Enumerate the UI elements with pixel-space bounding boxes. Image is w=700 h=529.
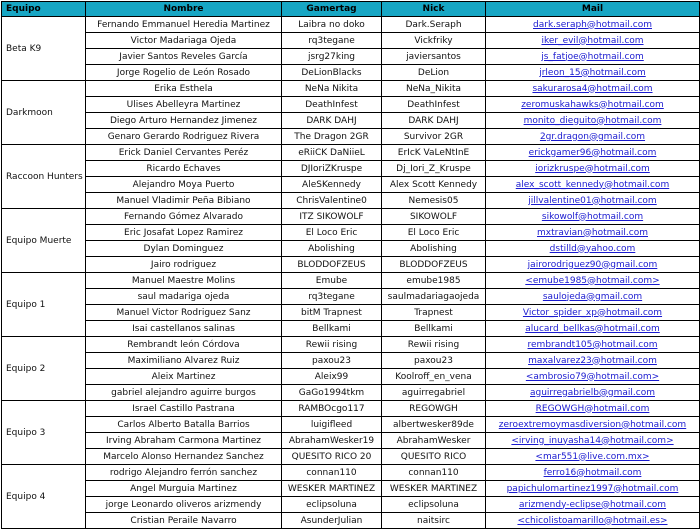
table-row [2, 113, 700, 129]
nick-cell: AbrahamWesker [382, 433, 486, 449]
player-name-cell: Diego Arturo Hernandez Jimenez [86, 113, 282, 129]
mail-link[interactable]: maxalvarez23@hotmail.com [486, 353, 700, 369]
mail-link[interactable]: ferro16@hotmail.com [486, 465, 700, 481]
nick-cell: emube1985 [382, 273, 486, 289]
nick-cell: albertwesker89de [382, 417, 486, 433]
gamertag-cell: WESKER MARTINEZ [282, 481, 382, 497]
player-name-cell: Manuel Vladimir Peña Bibiano [86, 193, 282, 209]
player-name-cell: Dylan Dominguez [86, 241, 282, 257]
player-name-cell: Jorge Rogelio de León Rosado [86, 65, 282, 81]
mail-link[interactable]: zeroextremoymasdiversion@hotmail.com [486, 417, 700, 433]
table-row [2, 353, 700, 369]
nick-cell: DeathInfest [382, 97, 486, 113]
table-row [2, 449, 700, 465]
player-name-cell: Victor Madariaga Ojeda [86, 33, 282, 49]
gamertag-cell: Abolishing [282, 241, 382, 257]
gamertag-cell: Bellkami [282, 321, 382, 337]
player-name-cell: Isai castellanos salinas [86, 321, 282, 337]
nick-cell: DARK DAHJ [382, 113, 486, 129]
gamertag-cell: DeathInfest [282, 97, 382, 113]
mail-link[interactable]: iker_evil@hotmail.com [486, 33, 700, 49]
gamertag-cell: rq3tegane [282, 33, 382, 49]
table-row [2, 209, 700, 225]
nick-cell: SIKOWOLF [382, 209, 486, 225]
mail-link[interactable]: REGOWGH@hotmail.com [486, 401, 700, 417]
gamertag-cell: rq3tegane [282, 289, 382, 305]
gamertag-cell: bitM Trapnest [282, 305, 382, 321]
gamertag-cell: eRiiCK DaNiieL [282, 145, 382, 161]
player-name-cell: Erika Esthela [86, 81, 282, 97]
nick-cell: DeLion [382, 65, 486, 81]
table-row [2, 321, 700, 337]
gamertag-cell: luigifleed [282, 417, 382, 433]
player-name-cell: Aleix Martinez [86, 369, 282, 385]
player-name-cell: Ricardo Echaves [86, 161, 282, 177]
gamertag-cell: DeLionBlacks [282, 65, 382, 81]
team-name-cell: Equipo 4 [2, 465, 86, 529]
table-row [2, 241, 700, 257]
header-row [2, 2, 700, 17]
nick-cell: QUESITO RICO [382, 449, 486, 465]
player-name-cell: Genaro Gerardo Rodriguez Rivera [86, 129, 282, 145]
player-name-cell: Javier Santos Reveles García [86, 49, 282, 65]
mail-link[interactable]: jillvalentine01@hotmail.com [486, 193, 700, 209]
table-row [2, 129, 700, 145]
nick-cell: javiersantos [382, 49, 486, 65]
mail-link[interactable]: papichulomartinez1997@hotmail.com [486, 481, 700, 497]
table-row [2, 417, 700, 433]
mail-link[interactable]: arizmendy-eclipse@hotmail.com [486, 497, 700, 513]
gamertag-cell: AbrahamWesker19 [282, 433, 382, 449]
nick-cell: Trapnest [382, 305, 486, 321]
table-row [2, 65, 700, 81]
mail-link[interactable]: jairorodriguez90@gmail.com [486, 257, 700, 273]
player-name-cell: Ulises Abelleyra Martinez [86, 97, 282, 113]
nick-cell: paxou23 [382, 353, 486, 369]
player-name-cell: Alejandro Moya Puerto [86, 177, 282, 193]
gamertag-cell: AleSKennedy [282, 177, 382, 193]
table-row [2, 225, 700, 241]
gamertag-cell: BLODDOFZEUS [282, 257, 382, 273]
table-row [2, 193, 700, 209]
table-row [2, 81, 700, 97]
mail-link[interactable]: mxtravian@hotmail.com [486, 225, 700, 241]
gamertag-cell: jsrg27king [282, 49, 382, 65]
nick-cell: saulmadariagaojeda [382, 289, 486, 305]
player-name-cell: Manuel Victor Rodriguez Sanz [86, 305, 282, 321]
mail-link[interactable]: <chicolistoamarillo@hotmail.es> [486, 513, 700, 529]
gamertag-cell: DJIoriZKruspe [282, 161, 382, 177]
table-row [2, 465, 700, 481]
mail-link[interactable]: sakurarosa4@hotmail.com [486, 81, 700, 97]
player-name-cell: Fernando Gómez Alvarado [86, 209, 282, 225]
mail-link[interactable]: sikowolf@hotmail.com [486, 209, 700, 225]
mail-link[interactable]: zeromuskahawks@hotmail.com [486, 97, 700, 113]
nick-cell: REGOWGH [382, 401, 486, 417]
player-name-cell: Carlos Alberto Batalla Barrios [86, 417, 282, 433]
player-name-cell: Eric Josafat Lopez Ramirez [86, 225, 282, 241]
mail-link[interactable]: Victor_spider_xp@hotmail.com [486, 305, 700, 321]
nick-cell: Alex Scott Kennedy [382, 177, 486, 193]
mail-link[interactable]: erickgamer96@hotmail.com [486, 145, 700, 161]
nick-cell: NeNa_Nikita [382, 81, 486, 97]
mail-link[interactable]: jrleon_15@hotmail.com [486, 65, 700, 81]
table-row [2, 161, 700, 177]
table-row [2, 273, 700, 289]
mail-link[interactable]: <irving_inuyasha14@hotmail.com> [486, 433, 700, 449]
player-name-cell: Marcelo Alonso Hernandez Sanchez [86, 449, 282, 465]
mail-link[interactable]: dark.seraph@hotmail.com [486, 17, 700, 33]
teams-table [1, 1, 700, 529]
mail-link[interactable]: <ambrosio79@hotmail.com> [486, 369, 700, 385]
mail-link[interactable]: monito_dieguito@hotmail.com [486, 113, 700, 129]
player-name-cell: rodrigo Alejandro ferrón sanchez [86, 465, 282, 481]
player-name-cell: Angel Murguia Martinez [86, 481, 282, 497]
player-name-cell: Fernando Emmanuel Heredia Martinez [86, 17, 282, 33]
table-row [2, 305, 700, 321]
mail-link[interactable]: alucard_bellkas@hotmail.com [486, 321, 700, 337]
team-name-cell: Raccoon Hunters [2, 145, 86, 209]
nick-cell: Vickfriky [382, 33, 486, 49]
table-row [2, 289, 700, 305]
mail-link[interactable]: js_fatjoe@hotmail.com [486, 49, 700, 65]
table-row [2, 177, 700, 193]
table-row [2, 481, 700, 497]
table-row [2, 49, 700, 65]
table-row [2, 33, 700, 49]
nick-cell: WESKER MARTINEZ [382, 481, 486, 497]
mail-link[interactable]: <mar551@live.com.mx> [486, 449, 700, 465]
nick-cell: Bellkami [382, 321, 486, 337]
team-name-cell: Beta K9 [2, 17, 86, 81]
table-row [2, 257, 700, 273]
table-row [2, 401, 700, 417]
header-mail: Mail [486, 2, 700, 17]
player-name-cell: Cristian Peraile Navarro [86, 513, 282, 529]
table-row [2, 145, 700, 161]
nick-cell: Nemesis05 [382, 193, 486, 209]
nick-cell: Dj_Iori_Z_Kruspe [382, 161, 486, 177]
header-nick: Nick [382, 2, 486, 17]
team-name-cell: Darkmoon [2, 81, 86, 145]
table-row [2, 97, 700, 113]
nick-cell: Dark.Seraph [382, 17, 486, 33]
nick-cell: Rewii rising [382, 337, 486, 353]
nick-cell: Survivor 2GR [382, 129, 486, 145]
gamertag-cell: ITZ SIKOWOLF [282, 209, 382, 225]
gamertag-cell: GaGo1994tkm [282, 385, 382, 401]
player-name-cell: gabriel alejandro aguirre burgos [86, 385, 282, 401]
table-row [2, 497, 700, 513]
gamertag-cell: Emube [282, 273, 382, 289]
nick-cell: El Loco Eric [382, 225, 486, 241]
nick-cell: aguirregabriel [382, 385, 486, 401]
gamertag-cell: NeNa Nikita [282, 81, 382, 97]
mail-link[interactable]: <emube1985@hotmail.com> [486, 273, 700, 289]
nick-cell: Abolishing [382, 241, 486, 257]
player-name-cell: Israel Castillo Pastrana [86, 401, 282, 417]
mail-link[interactable]: rembrandt105@hotmail.com [486, 337, 700, 353]
header-name: Nombre [86, 2, 282, 17]
mail-link[interactable]: dstilld@yahoo.com [486, 241, 700, 257]
gamertag-cell: Aleix99 [282, 369, 382, 385]
table-row [2, 433, 700, 449]
gamertag-cell: AsunderJulian [282, 513, 382, 529]
player-name-cell: jorge Leonardo oliveros arizmendy [86, 497, 282, 513]
gamertag-cell: El Loco Eric [282, 225, 382, 241]
gamertag-cell: ChrisValentine0 [282, 193, 382, 209]
nick-cell: ErIcK VaLeNtInE [382, 145, 486, 161]
mail-link[interactable]: aguirregabrielb@gmail.com [486, 385, 700, 401]
player-name-cell: Erick Daniel Cervantes Peréz [86, 145, 282, 161]
nick-cell: naitsirc [382, 513, 486, 529]
mail-link[interactable]: saulojeda@gmail.com [486, 289, 700, 305]
header-team: Equipo [2, 2, 86, 17]
mail-link[interactable]: 2gr.dragon@gmail.com [486, 129, 700, 145]
mail-link[interactable]: iorizkruspe@hotmail.com [486, 161, 700, 177]
player-name-cell: Maximiliano Alvarez Ruiz [86, 353, 282, 369]
gamertag-cell: RAMBOcgo117 [282, 401, 382, 417]
gamertag-cell: connan110 [282, 465, 382, 481]
gamertag-cell: paxou23 [282, 353, 382, 369]
nick-cell: connan110 [382, 465, 486, 481]
gamertag-cell: The Dragon 2GR [282, 129, 382, 145]
team-name-cell: Equipo 3 [2, 401, 86, 465]
nick-cell: BLODDOFZEUS [382, 257, 486, 273]
table-row [2, 369, 700, 385]
player-name-cell: Rembrandt león Córdova [86, 337, 282, 353]
player-name-cell: Irving Abraham Carmona Martinez [86, 433, 282, 449]
gamertag-cell: Rewii rising [282, 337, 382, 353]
nick-cell: eclipsoluna [382, 497, 486, 513]
gamertag-cell: DARK DAHJ [282, 113, 382, 129]
gamertag-cell: QUESITO RICO 20 [282, 449, 382, 465]
player-name-cell: saul madariga ojeda [86, 289, 282, 305]
gamertag-cell: eclipsoluna [282, 497, 382, 513]
team-name-cell: Equipo 2 [2, 337, 86, 401]
table-row [2, 17, 700, 33]
table-row [2, 385, 700, 401]
player-name-cell: Manuel Maestre Molins [86, 273, 282, 289]
table-body [2, 17, 700, 529]
gamertag-cell: Laibra no doko [282, 17, 382, 33]
team-name-cell: Equipo 1 [2, 273, 86, 337]
table-row [2, 337, 700, 353]
nick-cell: Koolroff_en_vena [382, 369, 486, 385]
team-name-cell: Equipo Muerte [2, 209, 86, 273]
mail-link[interactable]: alex_scott_kennedy@hotmail.com [486, 177, 700, 193]
table-row [2, 513, 700, 529]
player-name-cell: Jairo rodriguez [86, 257, 282, 273]
header-gamertag: Gamertag [282, 2, 382, 17]
